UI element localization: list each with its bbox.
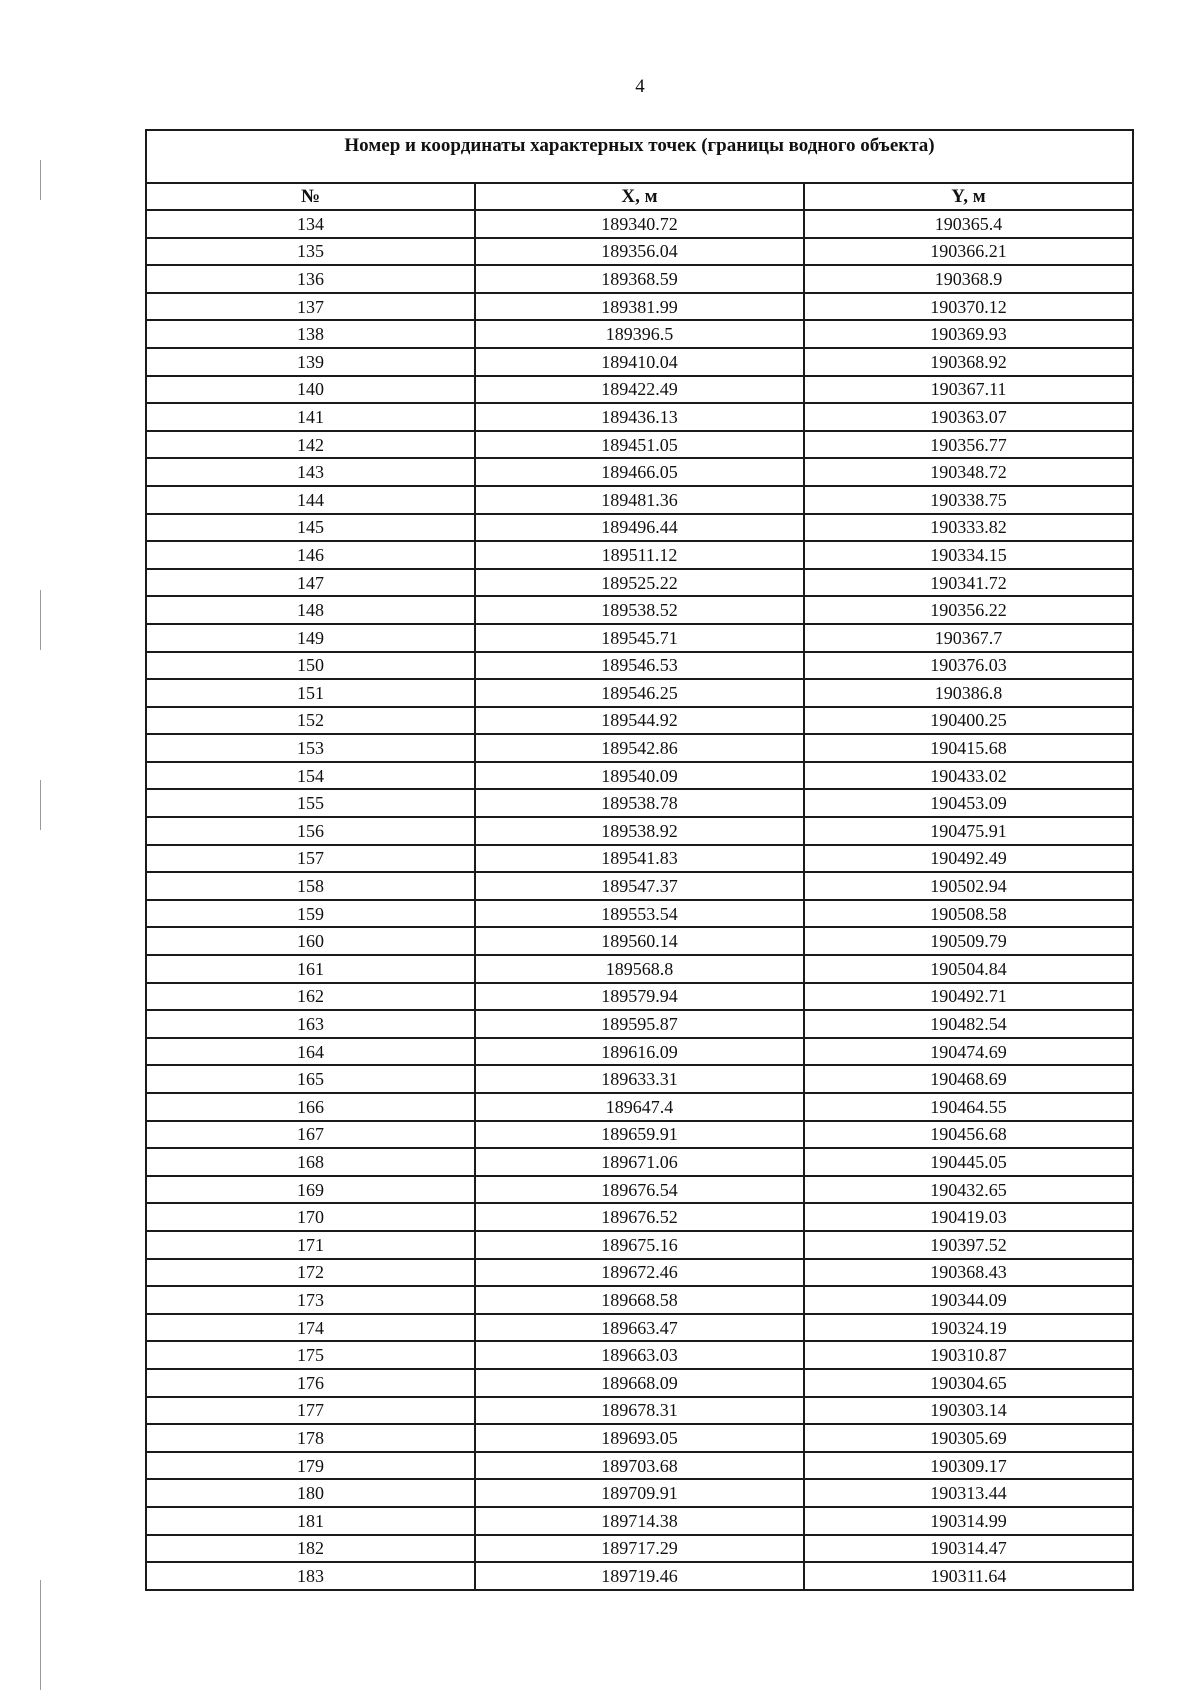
x-coordinate-cell: 189719.46 [475, 1562, 804, 1590]
y-coordinate-cell: 190310.87 [804, 1341, 1133, 1369]
table-row [146, 1121, 1133, 1149]
point-number-cell: 161 [146, 955, 475, 983]
y-coordinate-cell: 190400.25 [804, 707, 1133, 735]
x-coordinate-cell: 189481.36 [475, 486, 804, 514]
table-row [146, 1452, 1133, 1480]
y-coordinate-cell: 190344.09 [804, 1286, 1133, 1314]
x-coordinate-cell: 189538.92 [475, 817, 804, 845]
table-row [146, 1479, 1133, 1507]
point-number-cell: 148 [146, 596, 475, 624]
y-coordinate-cell: 190304.65 [804, 1369, 1133, 1397]
y-coordinate-cell: 190356.77 [804, 431, 1133, 459]
table-row [146, 872, 1133, 900]
x-coordinate-cell: 189717.29 [475, 1535, 804, 1563]
y-coordinate-cell: 190475.91 [804, 817, 1133, 845]
x-coordinate-cell: 189714.38 [475, 1507, 804, 1535]
y-coordinate-cell: 190367.7 [804, 624, 1133, 652]
table-row [146, 1424, 1133, 1452]
y-coordinate-cell: 190368.43 [804, 1259, 1133, 1287]
table-row [146, 320, 1133, 348]
table-row [146, 596, 1133, 624]
point-number-cell: 143 [146, 458, 475, 486]
table-row [146, 1341, 1133, 1369]
y-coordinate-cell: 190314.47 [804, 1535, 1133, 1563]
table-row [146, 293, 1133, 321]
y-coordinate-cell: 190492.71 [804, 983, 1133, 1011]
point-number-cell: 166 [146, 1093, 475, 1121]
y-coordinate-cell: 190509.79 [804, 927, 1133, 955]
y-coordinate-cell: 190482.54 [804, 1010, 1133, 1038]
table-row [146, 1038, 1133, 1066]
point-number-cell: 163 [146, 1010, 475, 1038]
x-coordinate-cell: 189663.47 [475, 1314, 804, 1342]
x-coordinate-cell: 189595.87 [475, 1010, 804, 1038]
point-number-cell: 175 [146, 1341, 475, 1369]
y-coordinate-cell: 190356.22 [804, 596, 1133, 624]
y-coordinate-cell: 190468.69 [804, 1065, 1133, 1093]
point-number-cell: 139 [146, 348, 475, 376]
point-number-cell: 170 [146, 1203, 475, 1231]
x-coordinate-cell: 189544.92 [475, 707, 804, 735]
point-number-cell: 162 [146, 983, 475, 1011]
y-coordinate-cell: 190338.75 [804, 486, 1133, 514]
x-coordinate-cell: 189633.31 [475, 1065, 804, 1093]
x-coordinate-cell: 189568.8 [475, 955, 804, 983]
x-coordinate-cell: 189396.5 [475, 320, 804, 348]
x-coordinate-cell: 189672.46 [475, 1259, 804, 1287]
header-x: X, м [475, 183, 804, 210]
y-coordinate-cell: 190453.09 [804, 789, 1133, 817]
x-coordinate-cell: 189560.14 [475, 927, 804, 955]
y-coordinate-cell: 190504.84 [804, 955, 1133, 983]
point-number-cell: 138 [146, 320, 475, 348]
table-row [146, 652, 1133, 680]
y-coordinate-cell: 190314.99 [804, 1507, 1133, 1535]
table-row [146, 762, 1133, 790]
table-row [146, 1065, 1133, 1093]
scan-edge-mark [40, 1580, 41, 1690]
x-coordinate-cell: 189616.09 [475, 1038, 804, 1066]
table-row [146, 1397, 1133, 1425]
x-coordinate-cell: 189422.49 [475, 376, 804, 404]
table-row [146, 486, 1133, 514]
table-row [146, 238, 1133, 266]
y-coordinate-cell: 190492.49 [804, 845, 1133, 873]
x-coordinate-cell: 189496.44 [475, 514, 804, 542]
table-row [146, 1093, 1133, 1121]
x-coordinate-cell: 189546.53 [475, 652, 804, 680]
point-number-cell: 180 [146, 1479, 475, 1507]
point-number-cell: 155 [146, 789, 475, 817]
y-coordinate-cell: 190502.94 [804, 872, 1133, 900]
point-number-cell: 156 [146, 817, 475, 845]
y-coordinate-cell: 190348.72 [804, 458, 1133, 486]
point-number-cell: 149 [146, 624, 475, 652]
point-number-cell: 153 [146, 734, 475, 762]
point-number-cell: 167 [146, 1121, 475, 1149]
table-title: Номер и координаты характерных точек (границы водного объекта) [146, 130, 1133, 183]
table-row [146, 1507, 1133, 1535]
x-coordinate-cell: 189466.05 [475, 458, 804, 486]
table-row [146, 265, 1133, 293]
y-coordinate-cell: 190369.93 [804, 320, 1133, 348]
y-coordinate-cell: 190366.21 [804, 238, 1133, 266]
scan-edge-mark [40, 160, 41, 200]
point-number-cell: 168 [146, 1148, 475, 1176]
y-coordinate-cell: 190397.52 [804, 1231, 1133, 1259]
x-coordinate-cell: 189703.68 [475, 1452, 804, 1480]
table-row [146, 1286, 1133, 1314]
table-row [146, 1010, 1133, 1038]
x-coordinate-cell: 189368.59 [475, 265, 804, 293]
y-coordinate-cell: 190508.58 [804, 900, 1133, 928]
y-coordinate-cell: 190333.82 [804, 514, 1133, 542]
point-number-cell: 135 [146, 238, 475, 266]
x-coordinate-cell: 189538.78 [475, 789, 804, 817]
x-coordinate-cell: 189553.54 [475, 900, 804, 928]
table-row [146, 1231, 1133, 1259]
x-coordinate-cell: 189547.37 [475, 872, 804, 900]
x-coordinate-cell: 189676.54 [475, 1176, 804, 1204]
table-row [146, 376, 1133, 404]
y-coordinate-cell: 190303.14 [804, 1397, 1133, 1425]
point-number-cell: 173 [146, 1286, 475, 1314]
table-row [146, 734, 1133, 762]
x-coordinate-cell: 189542.86 [475, 734, 804, 762]
header-y: Y, м [804, 183, 1133, 210]
scan-edge-mark [40, 780, 41, 830]
y-coordinate-cell: 190305.69 [804, 1424, 1133, 1452]
point-number-cell: 177 [146, 1397, 475, 1425]
table-row [146, 955, 1133, 983]
point-number-cell: 140 [146, 376, 475, 404]
table-body [146, 210, 1133, 1590]
table-row [146, 845, 1133, 873]
page-number: 4 [635, 76, 645, 97]
x-coordinate-cell: 189678.31 [475, 1397, 804, 1425]
table-row [146, 210, 1133, 238]
point-number-cell: 160 [146, 927, 475, 955]
point-number-cell: 150 [146, 652, 475, 680]
y-coordinate-cell: 190309.17 [804, 1452, 1133, 1480]
y-coordinate-cell: 190432.65 [804, 1176, 1133, 1204]
point-number-cell: 141 [146, 403, 475, 431]
x-coordinate-cell: 189381.99 [475, 293, 804, 321]
y-coordinate-cell: 190386.8 [804, 679, 1133, 707]
point-number-cell: 164 [146, 1038, 475, 1066]
scan-edge-mark [40, 590, 41, 650]
y-coordinate-cell: 190445.05 [804, 1148, 1133, 1176]
y-coordinate-cell: 190370.12 [804, 293, 1133, 321]
x-coordinate-cell: 189671.06 [475, 1148, 804, 1176]
table-row [146, 1562, 1133, 1590]
point-number-cell: 147 [146, 569, 475, 597]
point-number-cell: 172 [146, 1259, 475, 1287]
x-coordinate-cell: 189676.52 [475, 1203, 804, 1231]
point-number-cell: 181 [146, 1507, 475, 1535]
point-number-cell: 159 [146, 900, 475, 928]
x-coordinate-cell: 189540.09 [475, 762, 804, 790]
point-number-cell: 146 [146, 541, 475, 569]
table-row [146, 789, 1133, 817]
y-coordinate-cell: 190334.15 [804, 541, 1133, 569]
table-row [146, 624, 1133, 652]
point-number-cell: 144 [146, 486, 475, 514]
y-coordinate-cell: 190367.11 [804, 376, 1133, 404]
point-number-cell: 158 [146, 872, 475, 900]
y-coordinate-cell: 190365.4 [804, 210, 1133, 238]
table-row [146, 1259, 1133, 1287]
y-coordinate-cell: 190368.92 [804, 348, 1133, 376]
x-coordinate-cell: 189436.13 [475, 403, 804, 431]
x-coordinate-cell: 189709.91 [475, 1479, 804, 1507]
y-coordinate-cell: 190363.07 [804, 403, 1133, 431]
point-number-cell: 182 [146, 1535, 475, 1563]
y-coordinate-cell: 190313.44 [804, 1479, 1133, 1507]
x-coordinate-cell: 189451.05 [475, 431, 804, 459]
x-coordinate-cell: 189659.91 [475, 1121, 804, 1149]
table-row [146, 514, 1133, 542]
table-row [146, 1369, 1133, 1397]
point-number-cell: 178 [146, 1424, 475, 1452]
x-coordinate-cell: 189410.04 [475, 348, 804, 376]
table-row [146, 1203, 1133, 1231]
table-row [146, 569, 1133, 597]
y-coordinate-cell: 190464.55 [804, 1093, 1133, 1121]
x-coordinate-cell: 189668.09 [475, 1369, 804, 1397]
x-coordinate-cell: 189579.94 [475, 983, 804, 1011]
header-number: № [146, 183, 475, 210]
y-coordinate-cell: 190311.64 [804, 1562, 1133, 1590]
table-row [146, 679, 1133, 707]
x-coordinate-cell: 189541.83 [475, 845, 804, 873]
point-number-cell: 165 [146, 1065, 475, 1093]
table-row [146, 348, 1133, 376]
point-number-cell: 171 [146, 1231, 475, 1259]
table-row [146, 1176, 1133, 1204]
table-row [146, 817, 1133, 845]
y-coordinate-cell: 190456.68 [804, 1121, 1133, 1149]
coordinates-table [145, 129, 1134, 1591]
table-row [146, 541, 1133, 569]
point-number-cell: 152 [146, 707, 475, 735]
point-number-cell: 174 [146, 1314, 475, 1342]
table-header-row [146, 183, 1133, 210]
point-number-cell: 136 [146, 265, 475, 293]
y-coordinate-cell: 190415.68 [804, 734, 1133, 762]
table-row [146, 1535, 1133, 1563]
x-coordinate-cell: 189340.72 [475, 210, 804, 238]
table-row [146, 983, 1133, 1011]
point-number-cell: 151 [146, 679, 475, 707]
table-title-row [146, 130, 1133, 183]
x-coordinate-cell: 189647.4 [475, 1093, 804, 1121]
table-row [146, 707, 1133, 735]
x-coordinate-cell: 189693.05 [475, 1424, 804, 1452]
table-row [146, 458, 1133, 486]
table-row [146, 900, 1133, 928]
point-number-cell: 183 [146, 1562, 475, 1590]
y-coordinate-cell: 190341.72 [804, 569, 1133, 597]
point-number-cell: 179 [146, 1452, 475, 1480]
x-coordinate-cell: 189525.22 [475, 569, 804, 597]
y-coordinate-cell: 190433.02 [804, 762, 1133, 790]
x-coordinate-cell: 189663.03 [475, 1341, 804, 1369]
y-coordinate-cell: 190419.03 [804, 1203, 1133, 1231]
x-coordinate-cell: 189668.58 [475, 1286, 804, 1314]
x-coordinate-cell: 189675.16 [475, 1231, 804, 1259]
point-number-cell: 145 [146, 514, 475, 542]
x-coordinate-cell: 189511.12 [475, 541, 804, 569]
x-coordinate-cell: 189538.52 [475, 596, 804, 624]
table-row [146, 1148, 1133, 1176]
table-row [146, 1314, 1133, 1342]
x-coordinate-cell: 189545.71 [475, 624, 804, 652]
x-coordinate-cell: 189356.04 [475, 238, 804, 266]
point-number-cell: 176 [146, 1369, 475, 1397]
point-number-cell: 137 [146, 293, 475, 321]
point-number-cell: 134 [146, 210, 475, 238]
point-number-cell: 169 [146, 1176, 475, 1204]
y-coordinate-cell: 190368.9 [804, 265, 1133, 293]
point-number-cell: 142 [146, 431, 475, 459]
point-number-cell: 154 [146, 762, 475, 790]
y-coordinate-cell: 190474.69 [804, 1038, 1133, 1066]
table-row [146, 403, 1133, 431]
table-row [146, 431, 1133, 459]
table-row [146, 927, 1133, 955]
point-number-cell: 157 [146, 845, 475, 873]
y-coordinate-cell: 190376.03 [804, 652, 1133, 680]
x-coordinate-cell: 189546.25 [475, 679, 804, 707]
y-coordinate-cell: 190324.19 [804, 1314, 1133, 1342]
